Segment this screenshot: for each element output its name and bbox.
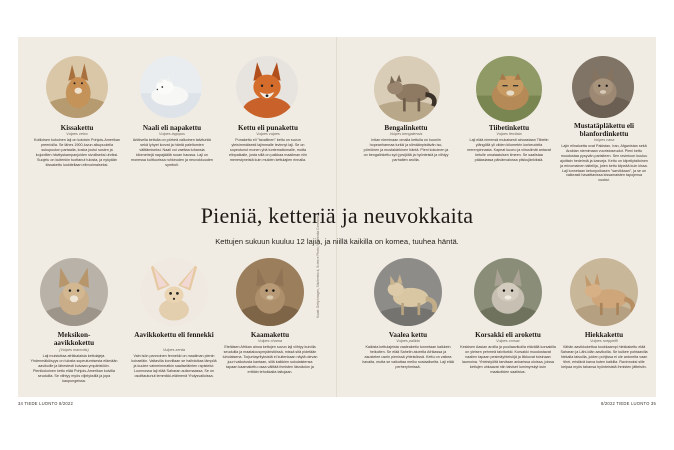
fox-title: Kaamakettu: [250, 331, 290, 339]
headline: Pieniä, ketteriä ja neuvokkaita: [200, 203, 474, 228]
fox-description: Punakettu eli "tavallinen" kettu on suvun yleisimmäisesti lajimmalle levinnyt laji. Se on sopeutunut monen yhä tuntemattomalle, mutta elinpaikalle, josta sillä on paikkaa maailman niin menestyneistä kuin muiden kettulajien rinnalla.: [228, 138, 308, 162]
kit-fox-photo: [46, 56, 108, 118]
fox-latin-name: Vulpes bengalensis: [389, 132, 423, 136]
fox-latin-name: Vulpes chama: [258, 339, 282, 343]
fox-description: Vähän aavikkokettua kookkaampi hiekkakettu elää Saharan ja Lähi-idän aavikoilla. Se kulkee pohtaavilla hiekalla taisuilla, joiden pohjissa ei ole antureita vaan tihei, eristävä karva kuten kaikilla. Ravinnoksi sille kelpaa myös tahansa hyönteisistä ihmisten jätteisiin.: [560, 345, 648, 369]
bengal-fox-photo: [374, 56, 440, 122]
fox-latin-name: Vulpes ferrilata: [496, 132, 522, 136]
fox-description: Laji elää nimensä mukaisesti ainoastaan Tiibetin ylängöllä yli viiden kilometrin korkeudella merenpinnasta. Kapeat kuono ja viirusilmät antavat ketulle omalaatuisen ilmeen. Se saalistaa pääasiassa päivänvalossa piiskujänkiksiä.: [467, 138, 551, 162]
fox-title: Bengalinkettu: [384, 124, 428, 132]
fox-latin-name: Vulpes corsac: [496, 339, 520, 343]
blanfords-fox-photo: [572, 56, 634, 118]
fox-title: Vaalea kettu: [388, 331, 428, 339]
fox-latin-name: Vulpes vulpes: [256, 132, 280, 136]
fox-latin-name: (Vulpes macrotis): [59, 348, 89, 352]
fox-description: Eteläisen Afrikan ainoa kettujen suvun laji viihtyy kuivilla seuduilla ja maatalousympäristöissä, missä sitä pidetään tuholaisena. Torjuntayrityksistä ei kuitenkaan näytä olevan juuri vaikutusta kantaan, sillä kaikkien sukulaistensa tapaan kaamakettu osaa välttää ihmisten läsnäolon ja erittäin tehokkaita taitojaan.: [222, 345, 318, 374]
corsac-fox-photo: [474, 258, 542, 326]
mexican-kit-fox-photo: [40, 258, 108, 326]
fox-description: Kotiloisen kokoinen laji on kotoisin Pohjois-Amerikan preerioilla. Se lähes 1900-luvun alkupuolella sukupuuton partaalla, koska joutui susien ja kojoottien hävityskampanjoiden sivulliseksi uhriksi. Suojelu on kuitenkin tuottanut tulosta, ja nykyään kissakettu luokitellaan elinvoimaiseksi.: [34, 138, 120, 167]
fox-title: Tiibetinkettu: [488, 124, 530, 132]
subheadline: Kettujen sukuun kuuluu 12 lajia, ja niillä kaikilla on komea, tuuhea häntä.: [215, 237, 459, 246]
fox-title: Kissakettu: [60, 124, 94, 132]
fox-description: Arktisella kettulla on pörheä valkoinen talviturkki sekä lyhyet korvat ja häntä paleltumien välttämiseksi. Naali voi vaeltaa tuhansia kilometrejä napajäällä ruoan haussa. Laji on monessa kulttuurissa rohkeuden ja neuvokkuuden symboli.: [131, 138, 213, 167]
arctic-fox-photo: [140, 56, 202, 118]
fox-title: Meksikon-aavikkokettu: [53, 331, 95, 347]
ruppells-fox-photo: [570, 258, 638, 326]
folio-left: 34 TIEDE LUONTO 8/2022: [18, 401, 73, 406]
red-fox-photo: [236, 56, 298, 118]
pale-fox-photo: [374, 258, 442, 326]
fox-latin-name: Vulpes zerda: [162, 348, 186, 352]
fox-title: Korsakki eli arokettu: [475, 331, 541, 339]
folio-right: 8/2022 TIEDE LUONTO 35: [601, 401, 656, 406]
cape-fox-photo: [236, 258, 304, 326]
fox-latin-name: Vulpes lagopus: [159, 132, 185, 136]
fox-latin-name: Vulpes rueppellii: [590, 339, 618, 343]
tibetan-fox-photo: [476, 56, 542, 122]
fox-description: Vain isön pannoinen fennekki on maailman pienin koiraeläin. Valtavilla korvillaan se haihduttaa lämpöä ja kuulee vaimeimmatkin saaliseläinten rapistelut. Luonnossa laji elää Saharan autiomaassa. Se on osoittautunut lemmikki-eläimenä Yhdysvalloissa.: [131, 354, 217, 378]
fox-title: Naali eli napakettu: [142, 124, 202, 132]
fox-title: Mustatäpläkettu eli blanfordinkettu: [573, 122, 635, 138]
fox-latin-name: Vulpes velox: [66, 132, 88, 136]
fox-latin-name: Vulpes cana: [593, 138, 615, 142]
fox-title: Hiekkakettu: [584, 331, 624, 339]
fox-description: Kaikista kettulajeista vaaleakettu tunnetaan kaikkein heikoiten. Se elää Sahelin alueella Afrikassa ja asustelee usein pienissä yhteisöissä. Kettu on vaikea havaita, mutta se vaikuttaa melko sosiaaliselta. Laji elää perheryhmissä.: [362, 345, 454, 369]
fox-title: Kettu eli punakettu: [238, 124, 298, 132]
fox-description: Lajin elinaluetta ovat Pakistan, Iran, Afganistan sekä Arabian niemimaan vuoristoseudut. Pieni kettu muodostaa pysyvän parisiteen. Sen ravintoon kuuluu ajoittain hedelmiä ja kasveja. Kettu on kiipeilytaitoinen ja erinomainen taiteilija, joten kettu kiipeää kuin kissa. Laji tunnetaan ketunpoikasen "sarvikkaan", ja se on vaikeasti havaittavissa kissamaisten tapojensa vuoksi.: [560, 144, 648, 183]
fennec-fox-photo: [140, 258, 208, 326]
fox-latin-name: Vulpes pallida: [396, 339, 420, 343]
photo-credit: Kuvat: Getty Images, Shutterstock, Science Photo, Wikimedia Commons: [316, 215, 320, 318]
fox-description: Laji muistuttaa afrikkalaisia kettulajeja. Yhdenmäköisyys on tulosta sopeutumisesta elämään aavikoille ja lähestesti kuivaan ympäristöön. Pienikokoinen kettu elää Pohjois-Amerikan kuivilla seuduilla. Se viihtyy myös viljelyksillä ja jopa kaupungeissa.: [30, 354, 118, 383]
fox-description: Keskisen Aasian aroilla ja puoliaavikoilla elävällä korsakilla on yleisen pehmeä talviturkki. Korsakki muodostavat naalien tapaan pesimäyhteisöjä ja liikkuvat toisinaan laumoina. Yhteistyöltä tarvitaan ankarissa oloissa, joissa kettujen uhkaavat niin talviset lumimyrskyt kuin maakotkien saalistus.: [460, 345, 556, 374]
fox-title: Aavikkokettu eli fennekki: [134, 331, 214, 339]
fox-description: Intian nieminaan omalla kettulla on kuuniin hopeanharmaa turkki ja silmäänpistävän iso, pörröinen ja mustakärkinen häntä. Pieni kokoinen ja on bengalinkettu syö jyrsijöitä ja hyönteisiä ja viihtyy parhaiten aroilla.: [363, 138, 449, 162]
